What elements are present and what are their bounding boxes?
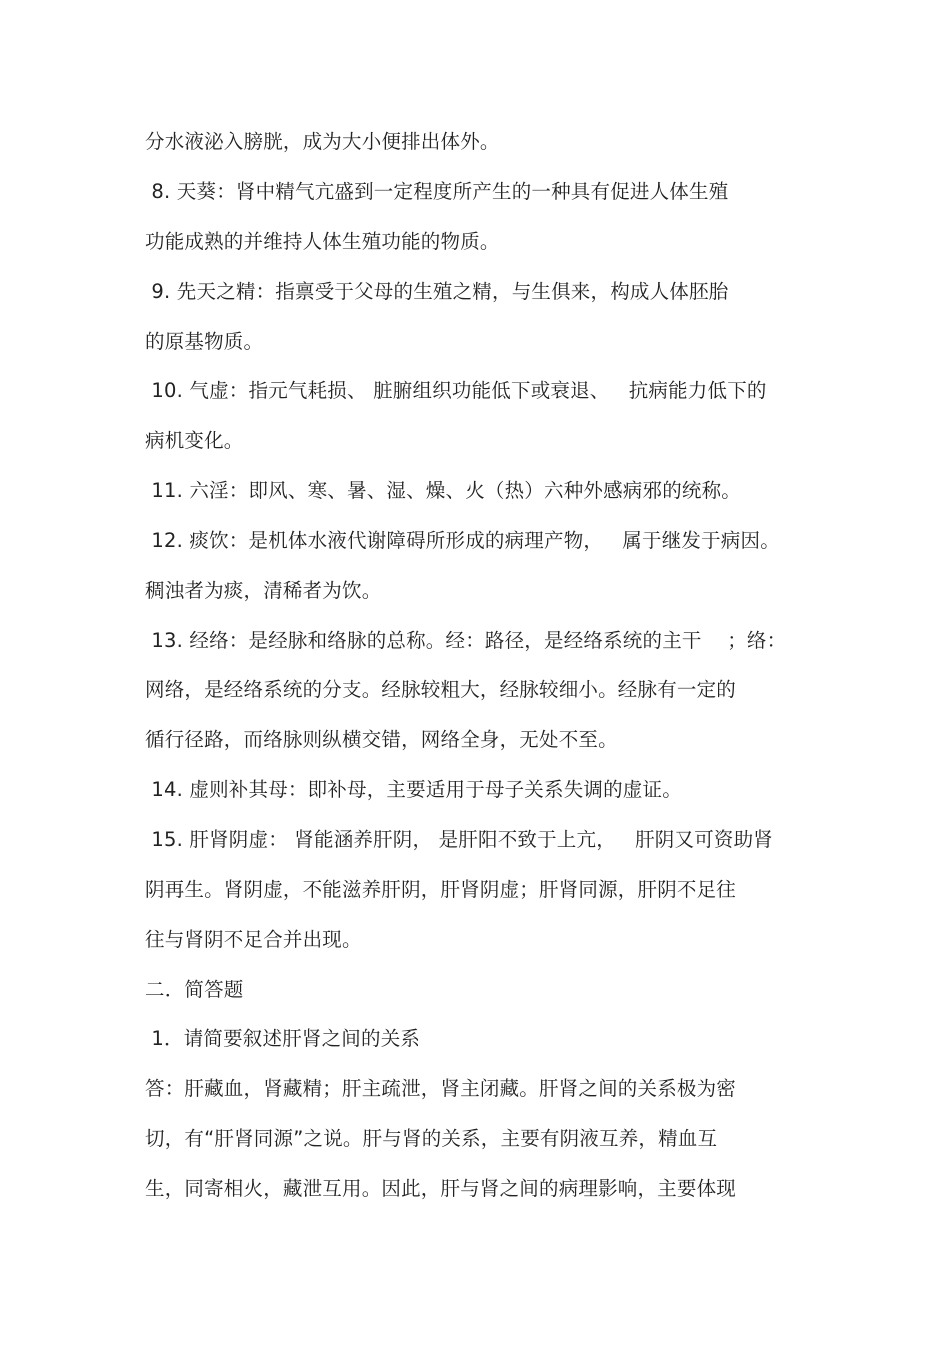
text-line: 往与肾阴不足合并出现。: [145, 928, 362, 951]
text-line: 11. 六淫：即风、寒、暑、湿、燥、火（热）六种外感病邪的统称。: [145, 479, 742, 502]
text-line: 8. 天葵：肾中精气亢盛到一定程度所产生的一种具有促进人体生殖: [145, 180, 729, 203]
text-line: 循行径路，而络脉则纵横交错，网络全身，无处不至。: [145, 728, 618, 751]
text-line: 的原基物质。: [145, 330, 264, 353]
text-line: 9. 先天之精：指禀受于父母的生殖之精，与生俱来，构成人体胚胎: [145, 280, 729, 303]
text-line: 功能成熟的并维持人体生殖功能的物质。: [145, 230, 500, 253]
text-line: 病机变化。: [145, 429, 244, 452]
section-heading: 二．简答题: [145, 978, 244, 1001]
text-line: 10. 气虚：指元气耗损、 脏腑组织功能低下或衰退、 抗病能力低下的: [145, 379, 767, 402]
text-line: 12. 痰饮：是机体水液代谢障碍所形成的病理产物， 属于继发于病因。: [145, 529, 780, 552]
question-title: 1．请简要叙述肝肾之间的关系: [145, 1027, 421, 1050]
text-line: 生，同寄相火，藏泄互用。因此，肝与肾之间的病理影响，主要体现: [145, 1177, 737, 1200]
text-line: 稠浊者为痰，清稀者为饮。: [145, 579, 382, 602]
text-line: 13. 经络：是经脉和络脉的总称。经：路径，是经络系统的主干 ；络：: [145, 629, 787, 652]
text-line: 网络，是经络系统的分支。经脉较粗大，经脉较细小。经脉有一定的: [145, 678, 737, 701]
text-line: 切，有“肝肾同源”之说。肝与肾的关系，主要有阴液互养，精血互: [145, 1127, 718, 1150]
text-line: 15. 肝肾阴虚： 肾能涵养肝阴， 是肝阳不致于上亢， 肝阴又可资助肾: [145, 828, 774, 851]
text-line: 答：肝藏血，肾藏精；肝主疏泄，肾主闭藏。肝肾之间的关系极为密: [145, 1077, 737, 1100]
text-line: 分水液泌入膀胱，成为大小便排出体外。: [145, 130, 500, 153]
text-line: 阴再生。肾阴虚，不能滋养肝阴，肝肾阴虚；肝肾同源，肝阴不足往: [145, 878, 737, 901]
text-line: 14. 虚则补其母：即补母，主要适用于母子关系失调的虚证。: [145, 778, 682, 801]
